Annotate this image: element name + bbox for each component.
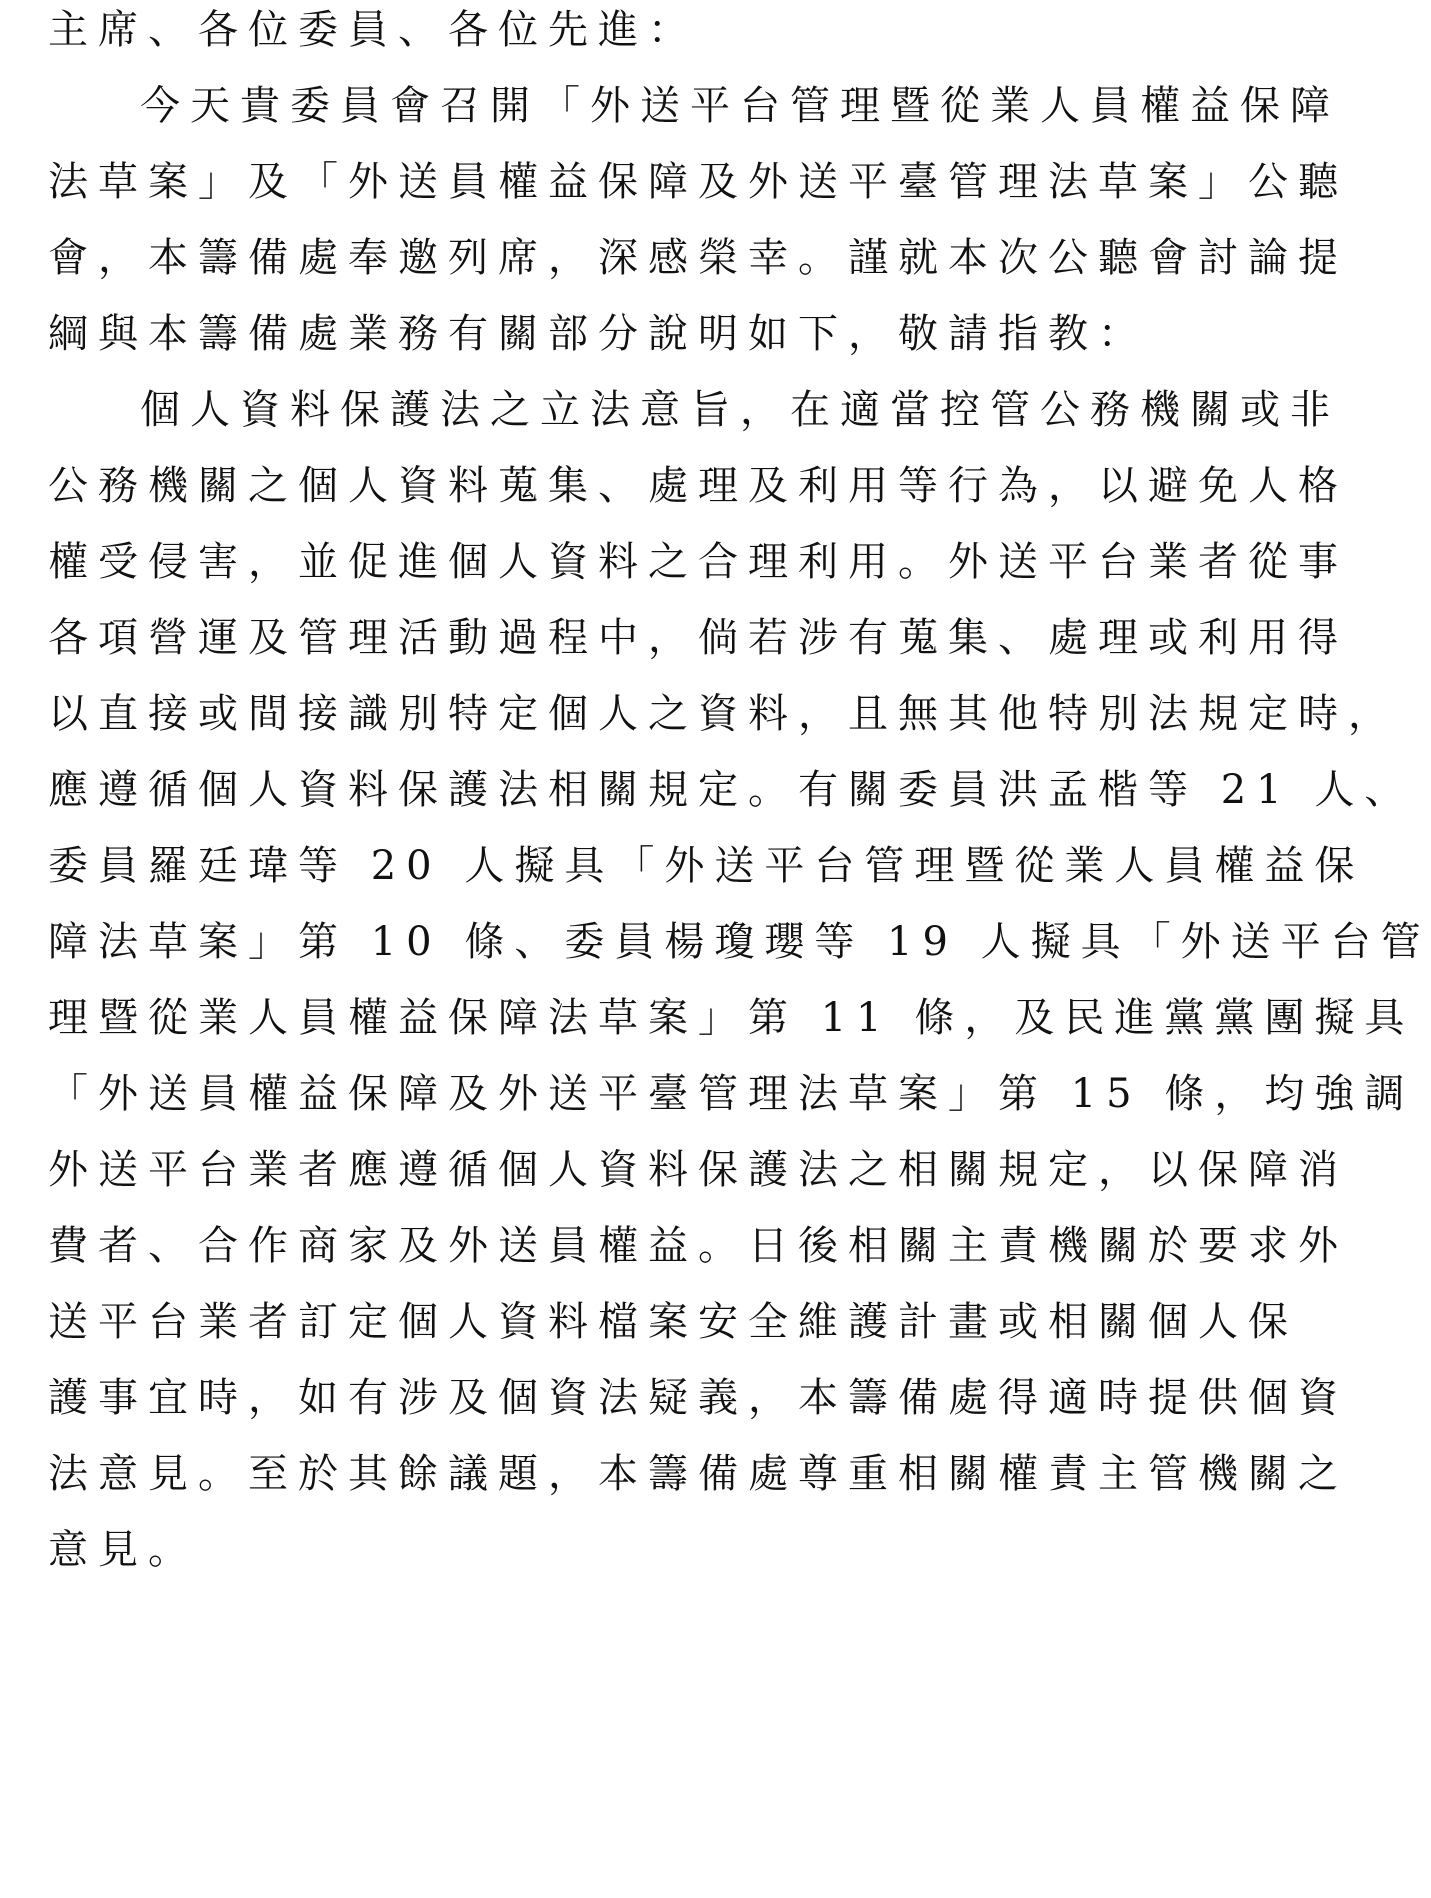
paragraph-2-line-1: 個人資料保護法之立法意旨，在適當控管公務機關或非 [140,387,1340,433]
paragraph-2-line-14: 護事宜時，如有涉及個資法疑義，本籌備處得適時提供個資 [48,1375,1348,1421]
paragraph-2-line-15: 法意見。至於其餘議題，本籌備處尊重相關權責主管機關之 [48,1451,1348,1497]
salutation-line: 主席、各位委員、各位先進： [48,7,698,53]
paragraph-1-line-4: 綱與本籌備處業務有關部分說明如下，敬請指教： [48,311,1148,357]
paragraph-2-line-9: 理暨從業人員權益保障法草案」第 11 條，及民進黨黨團擬具 [48,995,1415,1041]
paragraph-2-line-16: 意見。 [48,1527,198,1573]
paragraph-2-line-11: 外送平台業者應遵循個人資料保護法之相關規定，以保障消 [48,1147,1348,1193]
paragraph-2-line-10: 「外送員權益保障及外送平臺管理法草案」第 15 條，均強調 [48,1071,1415,1117]
paragraph-1-line-3: 會，本籌備處奉邀列席，深感榮幸。謹就本次公聽會討論提 [48,235,1348,281]
paragraph-2-line-12: 費者、合作商家及外送員權益。日後相關主責機關於要求外 [48,1223,1348,1269]
paragraph-2-line-4: 各項營運及管理活動過程中，倘若涉有蒐集、處理或利用得 [48,615,1348,661]
paragraph-2-line-13: 送平台業者訂定個人資料檔案安全維護計畫或相關個人保 [48,1299,1298,1345]
paragraph-2-line-7: 委員羅廷瑋等 20 人擬具「外送平台管理暨從業人員權益保 [48,843,1365,889]
paragraph-1-line-1: 今天貴委員會召開「外送平台管理暨從業人員權益保障 [140,83,1340,129]
paragraph-2-line-2: 公務機關之個人資料蒐集、處理及利用等行為，以避免人格 [48,463,1348,509]
paragraph-1-line-2: 法草案」及「外送員權益保障及外送平臺管理法草案」公聽 [48,159,1348,205]
paragraph-2-line-8: 障法草案」第 10 條、委員楊瓊瓔等 19 人擬具「外送平台管 [48,919,1431,965]
paragraph-2-line-5: 以直接或間接識別特定個人之資料，且無其他特別法規定時， [48,691,1398,737]
paragraph-2-line-3: 權受侵害，並促進個人資料之合理利用。外送平台業者從事 [48,539,1348,585]
paragraph-2-line-6: 應遵循個人資料保護法相關規定。有關委員洪孟楷等 21 人、 [48,767,1415,813]
